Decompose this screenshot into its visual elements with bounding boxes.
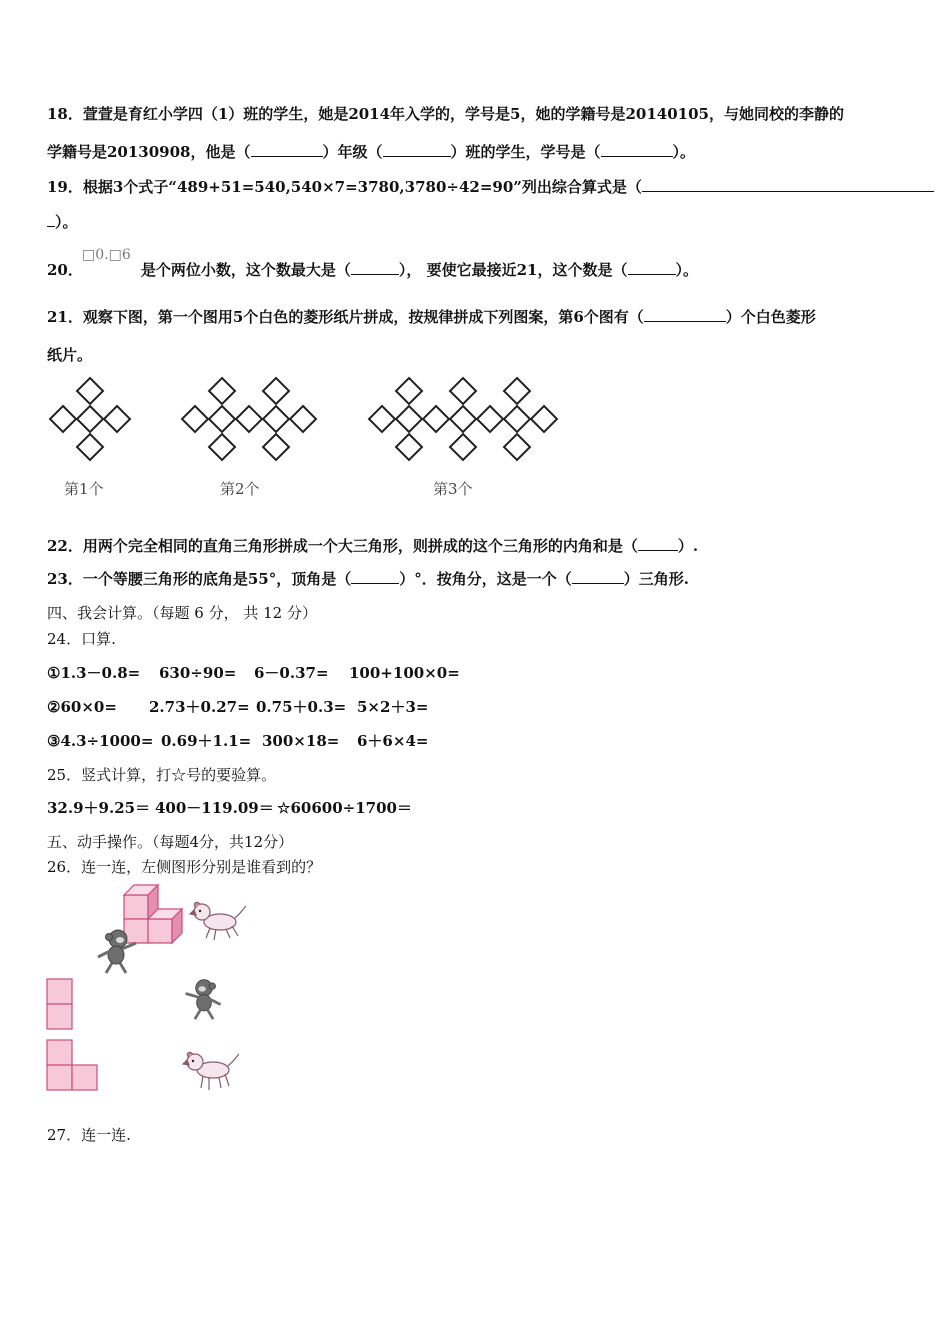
answer-blank[interactable]	[644, 307, 726, 322]
answer-blank[interactable]	[628, 260, 676, 275]
dog-icon	[188, 898, 248, 942]
answer-blank[interactable]	[351, 260, 399, 275]
pattern-label-1: 第1个	[64, 480, 104, 498]
rhombus-pattern-1	[47, 376, 137, 466]
q21-line2: 纸片。	[47, 346, 93, 364]
answer-blank[interactable]	[642, 177, 934, 192]
answer-blank[interactable]	[47, 212, 55, 227]
q22-line: 22．用两个完全相同的直角三角形拼成一个大三角形，则拼成的这个三角形的内角和是（ ）.	[47, 537, 699, 555]
section-5-heading: 五、动手操作。（每题4分，共12分）	[47, 833, 294, 851]
answer-blank[interactable]	[351, 569, 399, 584]
q25-title: 25．竖式计算，打☆号的要验算。	[47, 766, 277, 784]
q19-line2: ）。	[47, 211, 78, 232]
view-shape-l	[46, 1039, 102, 1093]
q20-line: 20． 是个两位小数，这个数最大是（ ）， 要使它最接近21，这个数是（ ）。	[47, 261, 699, 279]
dog-icon	[181, 1048, 241, 1092]
pattern-label-2: 第2个	[220, 480, 260, 498]
q23-line: 23．一个等腰三角形的底角是55°，顶角是（ ）°．按角分，这是一个（ ）三角形.	[47, 570, 689, 588]
q26-title: 26．连一连，左侧图形分别是谁看到的？	[47, 858, 322, 876]
answer-blank[interactable]	[383, 142, 451, 157]
q24-title: 24．口算.	[47, 630, 116, 648]
answer-blank[interactable]	[638, 536, 678, 551]
q27-title: 27．连一连.	[47, 1126, 131, 1144]
decimal-box-expression: □0.□6	[82, 247, 131, 263]
pattern-label-3: 第3个	[433, 480, 473, 498]
monkey-icon	[92, 927, 140, 975]
answer-blank[interactable]	[251, 142, 323, 157]
q21-line1: 21．观察下图，第一个图用5个白色的菱形纸片拼成，按规律拼成下列图案，第6个图有（ ）个白色菱形	[47, 308, 816, 326]
q24-row-2: ②60×0= 2.73＋0.27= 0.75＋0.3= 5×2＋3=	[47, 698, 429, 716]
q24-row-1: ①1.3－0.8= 630÷90= 6－0.37= 100+100×0=	[47, 664, 460, 682]
section-4-heading: 四、我会计算。（每题 6 分， 共 12 分）	[47, 604, 317, 622]
q24-row-3: ③4.3÷1000= 0.69＋1.1= 300×18= 6＋6×4=	[47, 732, 429, 750]
q25-items: 32.9＋9.25＝ 400－119.09＝ ☆60600÷1700＝	[47, 799, 412, 817]
monkey-icon	[182, 976, 226, 1022]
answer-blank[interactable]	[572, 569, 624, 584]
q19-line1: 19．根据3个式子“489+51=540,540×7=3780,3780÷42=90”列出综合算式是（	[47, 176, 934, 197]
rhombus-pattern-3	[366, 376, 561, 466]
view-shape-vertical	[46, 978, 76, 1032]
q18-line1: 18．萱萱是育红小学四（1）班的学生，她是2014年入学的，学号是5，她的学籍号是20140105，与她同校的李静的	[47, 105, 844, 123]
rhombus-pattern-2	[179, 376, 319, 466]
q18-line2: 学籍号是20130908，他是（ ）年级（ ）班的学生，学号是（ ）。	[47, 143, 696, 161]
answer-blank[interactable]	[601, 142, 673, 157]
